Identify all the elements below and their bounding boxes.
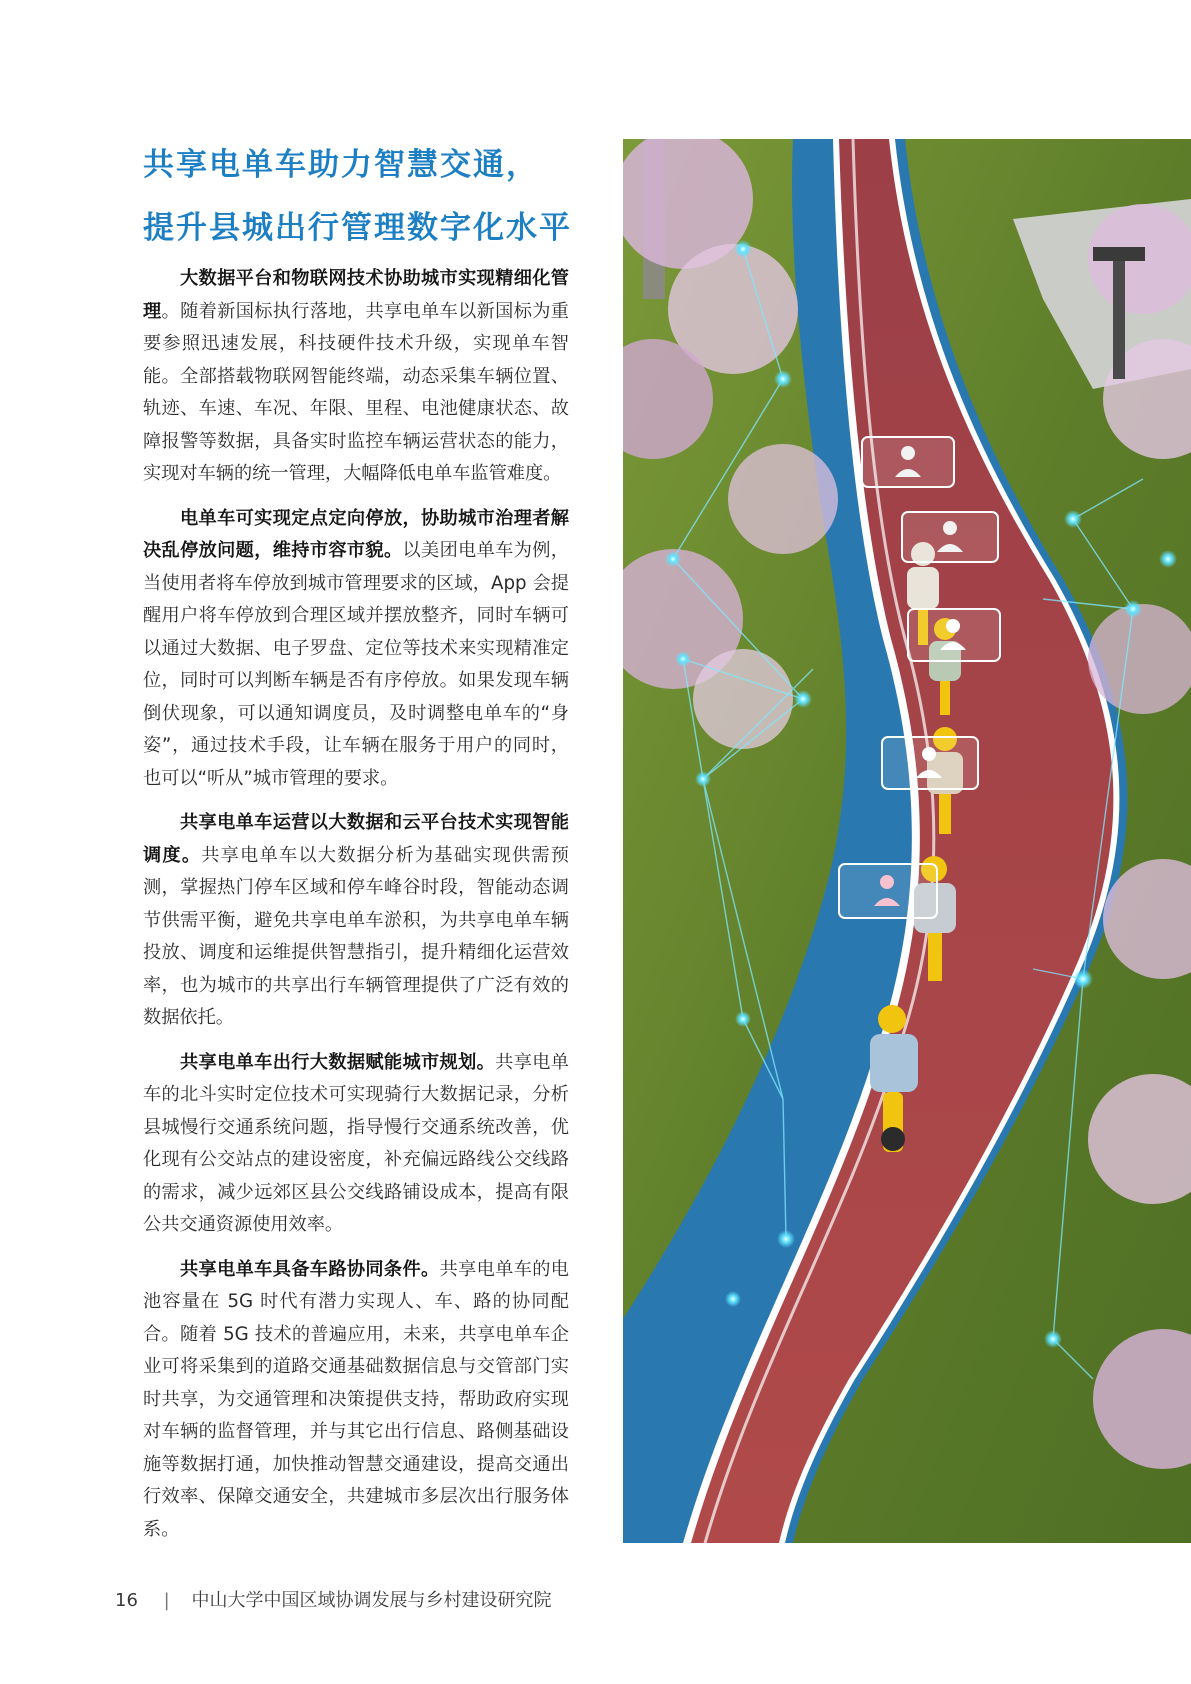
- cycling-path-illustration: [623, 139, 1191, 1543]
- network-node: [734, 240, 752, 258]
- network-node: [1159, 550, 1177, 568]
- user-profile-icon: [901, 446, 915, 460]
- e-bike: [939, 794, 951, 834]
- paragraph-lead: 大数据平台和物联网技术协助城市实现精细化管理: [143, 268, 569, 322]
- e-bike: [940, 681, 950, 715]
- network-node: [774, 370, 792, 388]
- network-node: [675, 651, 691, 667]
- article-body: [143, 263, 569, 1558]
- page-title-line-1: 共享电单车助力智慧交通，: [143, 147, 539, 183]
- street-lamp: [1113, 259, 1125, 379]
- user-profile-badge: [908, 609, 1000, 661]
- paragraph-body: 以美团电单车为例，当使用者将车停放到城市管理要求的区域，App 会提醒用户将车停放到合理区域并摆放整齐，同时车辆可以通过大数据、电子罗盘、定位等技术来实现精准定位，同时可以判断车辆是否有序停放。如果发现车辆倒伏现象，可以通知调度员，及时调整电单车的“身姿”，通过技术手段，让车辆在服务于用户的同时，也可以“听从”城市管理的要求。: [143, 540, 569, 789]
- network-node: [777, 1230, 795, 1248]
- badge-frame: [839, 864, 937, 918]
- user-profile-icon: [880, 875, 894, 889]
- e-bike-wheel: [881, 1127, 905, 1151]
- paragraph-fixed-parking: [143, 503, 569, 796]
- paragraph-smart-dispatch: [143, 807, 569, 1035]
- user-profile-icon: [922, 747, 936, 761]
- user-profile-icon: [946, 619, 960, 633]
- network-node: [1124, 600, 1142, 618]
- page-number: 16: [115, 1590, 138, 1611]
- network-node: [695, 771, 711, 787]
- network-node: [794, 690, 812, 708]
- rider-helmet: [878, 1005, 906, 1033]
- paragraph-lead: 共享电单车具备车路协同条件。: [180, 1258, 440, 1280]
- paragraph-vehicle-road-coordination: [143, 1254, 569, 1547]
- badge-frame: [882, 737, 978, 789]
- user-profile-badge: [862, 437, 954, 487]
- blossom-cluster: [728, 444, 838, 554]
- network-node: [1044, 1330, 1062, 1348]
- e-bike: [928, 933, 942, 981]
- user-profile-badge: [839, 864, 937, 918]
- cycling-path-photo: [623, 139, 1191, 1543]
- network-node: [665, 551, 681, 567]
- network-node: [1064, 510, 1082, 528]
- rider-body: [870, 1034, 918, 1092]
- network-node: [1073, 969, 1093, 989]
- network-node: [735, 1011, 751, 1027]
- user-profile-badge: [902, 512, 998, 562]
- rider-body: [907, 567, 939, 609]
- badge-frame: [902, 512, 998, 562]
- page-footer: [115, 1586, 551, 1612]
- institution-name: 中山大学中国区域协调发展与乡村建设研究院: [191, 1590, 552, 1611]
- paragraph-lead: 电单车可实现定点定向停放，协助城市治理者解决乱停放问题，维持市容市貌。: [143, 507, 569, 561]
- paragraph-lead: 共享电单车运营以大数据和云平台技术实现智能调度。: [143, 812, 569, 866]
- user-profile-icon: [943, 521, 957, 535]
- footer-separator: |: [163, 1590, 170, 1611]
- paragraph-body: 共享电单车以大数据分析为基础实现供需预测，掌握热门停车区域和停车峰谷时段，智能动态调节供需平衡，避免共享电单车淤积，为共享电单车辆投放、调度和运维提供智慧指引，提升精细化运营效率，也为城市的共享出行车辆管理提供了广泛有效的数据依托。: [143, 844, 569, 1028]
- paragraph-urban-planning: [143, 1047, 569, 1242]
- user-profile-badge: [882, 737, 978, 789]
- page-title-line-2: 提升县城出行管理数字化水平: [143, 210, 572, 246]
- street-lamp-head: [1093, 247, 1145, 261]
- paragraph-data-platform: [143, 263, 569, 491]
- network-node: [725, 1291, 741, 1307]
- paragraph-body: 共享电单车的北斗实时定位技术可实现骑行大数据记录，分析县城慢行交通系统问题，指导慢行交通系统改善，优化现有公交站点的建设密度，补充偏远路线公交线路的需求，减少远郊区县公交线路铺设成本，提高有限公共交通资源使用效率。: [143, 1051, 569, 1235]
- paragraph-body: 共享电单车的电池容量在 5G 时代有潜力实现人、车、路的协同配合。随着 5G 技术的普遍应用，未来，共享电单车企业可将采集到的道路交通基础数据信息与交管部门实时共享，为交通管理和决策提供支持，帮助政府实现对车辆的监督管理，并与其它出行信息、路侧基础设施等数据打通，加快推动智慧交通建设，提高交通出行效率、保障交通安全，共建城市多层次出行服务体系。: [143, 1258, 569, 1540]
- paragraph-body: 。随着新国标执行落地，共享电单车以新国标为重要参照迅速发展，科技硬件技术升级，实现单车智能。全部搭载物联网智能终端，动态采集车辆位置、轨迹、车速、车况、年限、里程、电池健康状态、故障报警等数据，具备实时监控车辆运营状态的能力，实现对车辆的统一管理，大幅降低电单车监管难度。: [143, 300, 569, 484]
- blossom-cluster: [693, 649, 793, 749]
- badge-frame: [908, 609, 1000, 661]
- paragraph-lead: 共享电单车出行大数据赋能城市规划。: [180, 1051, 496, 1073]
- badge-frame: [862, 437, 954, 487]
